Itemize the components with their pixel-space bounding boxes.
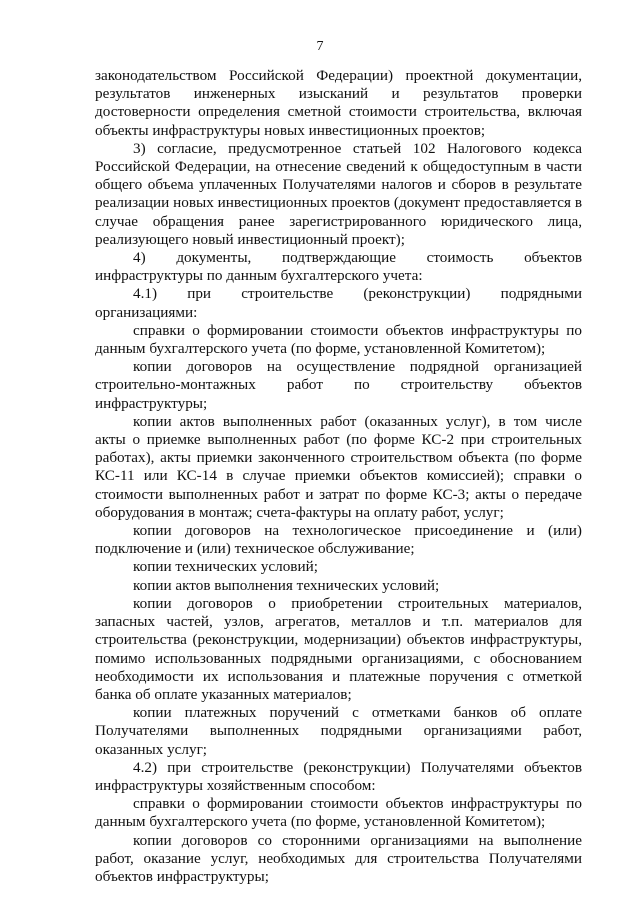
paragraph: копии договоров на осуществление подрядной организацией строительно-монтажных работ по строительству объектов инфраструктуры; [95,358,582,412]
paragraph: копии договоров на технологическое присоединение и (или) подключение и (или) техническое обслуживание; [95,522,582,558]
paragraph-item-3: 3) согласие, предусмотренное статьей 102 Налогового кодекса Российской Федерации, на отнесение сведений к общедоступным в части общего объема уплаченных Получателями налогов и сборов в результате реализации новых инвестиционных проектов (документ предоставляется в случае обращения ранее зарегистрированного юридического лица, реализующего новый инвестиционный проект); [95,139,582,248]
document-body [95,67,582,886]
paragraph: справки о формировании стоимости объектов инфраструктуры по данным бухгалтерского учета (по форме, установленной Комитетом); [95,321,582,358]
paragraph-subitem-4-2: 4.2) при строительстве (реконструкции) Получателями объектов инфраструктуры хозяйственным способом: [95,758,582,794]
paragraph: копии договоров о приобретении строительных материалов, запасных частей, узлов, агрегатов, металлов и т.п. материалов для строительства (реконструкции, модернизации) объектов инфраструктуры, помимо использованных подрядными организациями, с обоснованием необходимости их использования и платежные поручения с отметкой банка об оплате указанных материалов; [95,594,582,703]
paragraph-item-4: 4) документы, подтверждающие стоимость объектов инфраструктуры по данным бухгалтерского учета: [95,249,582,285]
paragraph: копии платежных поручений с отметками банков об оплате Получателями выполненных подрядными организациями работ, оказанных услуг; [95,704,582,758]
paragraph: копии актов выполнения технических условий; [133,576,440,594]
page-number: 7 [316,39,324,54]
paragraph-continuation: законодательством Российской Федерации) проектной документации, результатов инженерных изысканий и результатов проверки достоверности определения сметной стоимости строительства, включая объекты инфраструктуры новых инвестиционных проектов; [95,67,582,139]
paragraph: копии актов выполненных работ (оказанных услуг), в том числе акты о приемке выполненных работ (по форме КС-2 при строительных работах), акты приемки законченного строительством объекта (по форме КС-11 или КС-14 в случае приемки объектов комиссией); справки о стоимости выполненных работ и затрат по форме КС-3; акты о передаче оборудования в монтаж; счета-фактуры на оплату работ, услуг; [95,412,582,521]
paragraph: справки о формировании стоимости объектов инфраструктуры по данным бухгалтерского учета (по форме, установленной Комитетом); [95,795,582,831]
paragraph: копии технических условий; [133,558,318,576]
paragraph: копии договоров со сторонними организациями на выполнение работ, оказание услуг, необходимых для строительства Получателями объектов инфраструктуры; [95,831,582,885]
paragraph-subitem-4-1: 4.1) при строительстве (реконструкции) подрядными организациями: [95,285,582,321]
